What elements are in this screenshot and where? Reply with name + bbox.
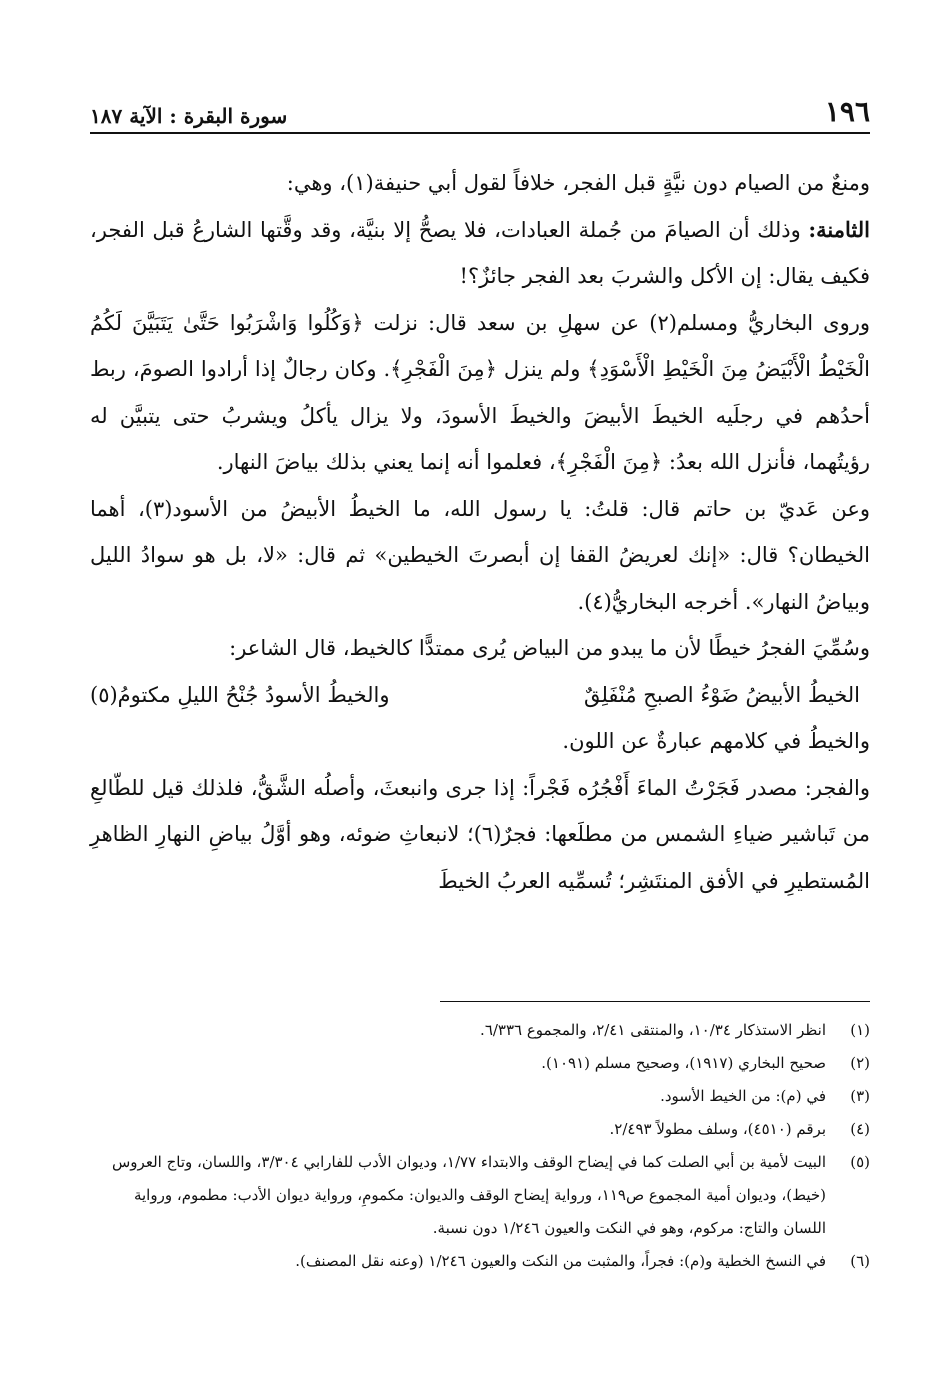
paragraph-lead: الثامنة:	[808, 216, 870, 242]
footnote-number: (٦)	[850, 1252, 870, 1270]
footnote-text: البيت لأمية بن أبي الصلت كما في إيضاح الوقف والابتداء ١/٧٧، وديوان الأدب للفارابي ٣/٣٠٤، واللسان، وتاج العروس (خيط)، وديوان أمية المجموع ص١١٩، ورواية إيضاح الوقف والديوان: مكمومِ، ورواية ديوان الأدب: مطموم، ورواية اللسان والتاج: مركوم، وهو في النكت والعيون ١/٢٤٦ دون نسبة.	[112, 1153, 826, 1237]
text-run: ، فعلموا أنه إنما يعني بذلك بياضَ النهار.	[216, 450, 556, 474]
paragraph-text: وذلك أن الصيامَ من جُملة العبادات، فلا يصحُّ إلا بنيَّة، وقد وقَّتها الشارعُ قبل الفجر، فكيف يقال: إن الأكل والشربَ بعد الفجر جائزٌ؟!	[90, 217, 870, 288]
footnote-separator	[440, 1001, 870, 1002]
footnote	[90, 1146, 870, 1245]
quran-quote: ﴿مِنَ الْفَجْرِ﴾	[390, 357, 497, 381]
paragraph-naming: وسُمِّيَ الفجرُ خيطًا لأن ما يبدو من البياض يُرى ممتدًّا كالخيط، قال الشاعر:	[229, 636, 870, 660]
paragraph-hadith-adi: وعن عَديّ بن حاتم قال: قلتُ: يا رسول الله، ما الخيطُ الأبيضُ من الأسود(٣)، أهما الخيطان؟ قال: «إنك لعريضُ القفا إن أبصرتَ الخيطين» ثم قال: «لا، بل هو سوادُ الليل وبياضُ النهار». أخرجه البخاريُّ(٤).	[90, 496, 871, 614]
text-run: ولم ينزل	[496, 357, 588, 381]
footnote-number: (٢)	[850, 1054, 870, 1072]
paragraph-thread: والخيطُ في كلامهم عبارةٌ عن اللون.	[562, 729, 870, 753]
page-number: ١٩٦	[824, 95, 870, 128]
footnotes	[90, 1014, 870, 1278]
quran-quote: ﴿مِنَ الْفَجْرِ﴾	[555, 450, 663, 474]
footnote	[90, 1245, 870, 1278]
footnote	[90, 1113, 870, 1146]
footnote-text: في النسخ الخطية و(م): فجراً، والمثبت من النكت والعيون ١/٢٤٦ (وعنه نقل المصنف).	[295, 1252, 826, 1270]
paragraph-hadith-sahl	[90, 300, 870, 486]
verse-first-hemistich: الخيطُ الأبيضُ ضَوْءُ الصبحِ مُنْفَلِقٌ	[583, 682, 860, 707]
footnote-number: (٥)	[850, 1153, 870, 1171]
footnote	[90, 1014, 870, 1047]
text-run: . وكان رجالٌ إذا أرادوا الصومَ، ربط أحدُهم في رجلَيه الخيطَ الأبيضَ والخيطَ الأسودَ، ولا يزال يأكلُ ويشربُ حتى يتبيَّن له رؤيتُهما، فأنزل الله بعدُ:	[90, 357, 870, 474]
paragraph-intro: ومنعٌ من الصيام دون نيَّةٍ قبل الفجر، خلافاً لقول أبي حنيفة(١)، وهي:	[286, 171, 870, 195]
paragraph-eighth	[90, 207, 870, 300]
footnote-text: انظر الاستذكار ١٠/٣٤، والمنتقى ٢/٤١، والمجموع ٦/٣٣٦.	[480, 1021, 826, 1039]
poetry-verse	[90, 672, 870, 719]
surah-verse-title: سورة البقرة : الآية ١٨٧	[90, 104, 288, 128]
footnote-number: (١)	[850, 1021, 870, 1039]
main-text	[90, 160, 870, 904]
verse-second-hemistich: والخيطُ الأسودُ جُنْحُ الليلِ مكتومُ(٥)	[90, 682, 390, 707]
footnote	[90, 1080, 870, 1113]
paragraph-fajr: والفجر: مصدر فَجَرْتُ الماءَ أَفْجُرُه فَجْراً: إذا جرى وانبعثَ، وأصلُه الشَّقُّ، فلذلك قيل للطّالعِ من تَباشير ضياءِ الشمس من مطلَعها: فجرٌ(٦)؛ لانبعاثِ ضوئه، وهو أوَّلُ بياضِ النهارِ الظاهرِ المُستطيرِ في الأفق المنتَشِر؛ تُسمِّيه العربُ الخيطَ	[90, 775, 870, 893]
footnote-text: برقم (٤٥١٠)، وسلف مطولاً ٢/٤٩٣.	[609, 1120, 826, 1138]
footnote-text: صحيح البخاري (١٩١٧)، وصحيح مسلم (١٠٩١).	[541, 1054, 826, 1072]
footnote	[90, 1047, 870, 1080]
footnote-text: في (م): من الخيط الأسود.	[660, 1087, 826, 1105]
footnote-number: (٤)	[850, 1120, 870, 1138]
footnote-number: (٣)	[850, 1087, 870, 1105]
running-header	[90, 88, 870, 134]
quran-quote: ﴿وَكُلُوا وَاشْرَبُوا حَتَّىٰ يَتَبَيَّنَ لَكُمُ الْخَيْطُ الْأَبْيَضُ مِنَ الْخَيْطِ الْأَسْوَدِ﴾	[90, 310, 870, 381]
text-run: وروى البخاريُّ ومسلم(٢) عن سهلِ بن سعد قال: نزلت	[363, 310, 871, 335]
